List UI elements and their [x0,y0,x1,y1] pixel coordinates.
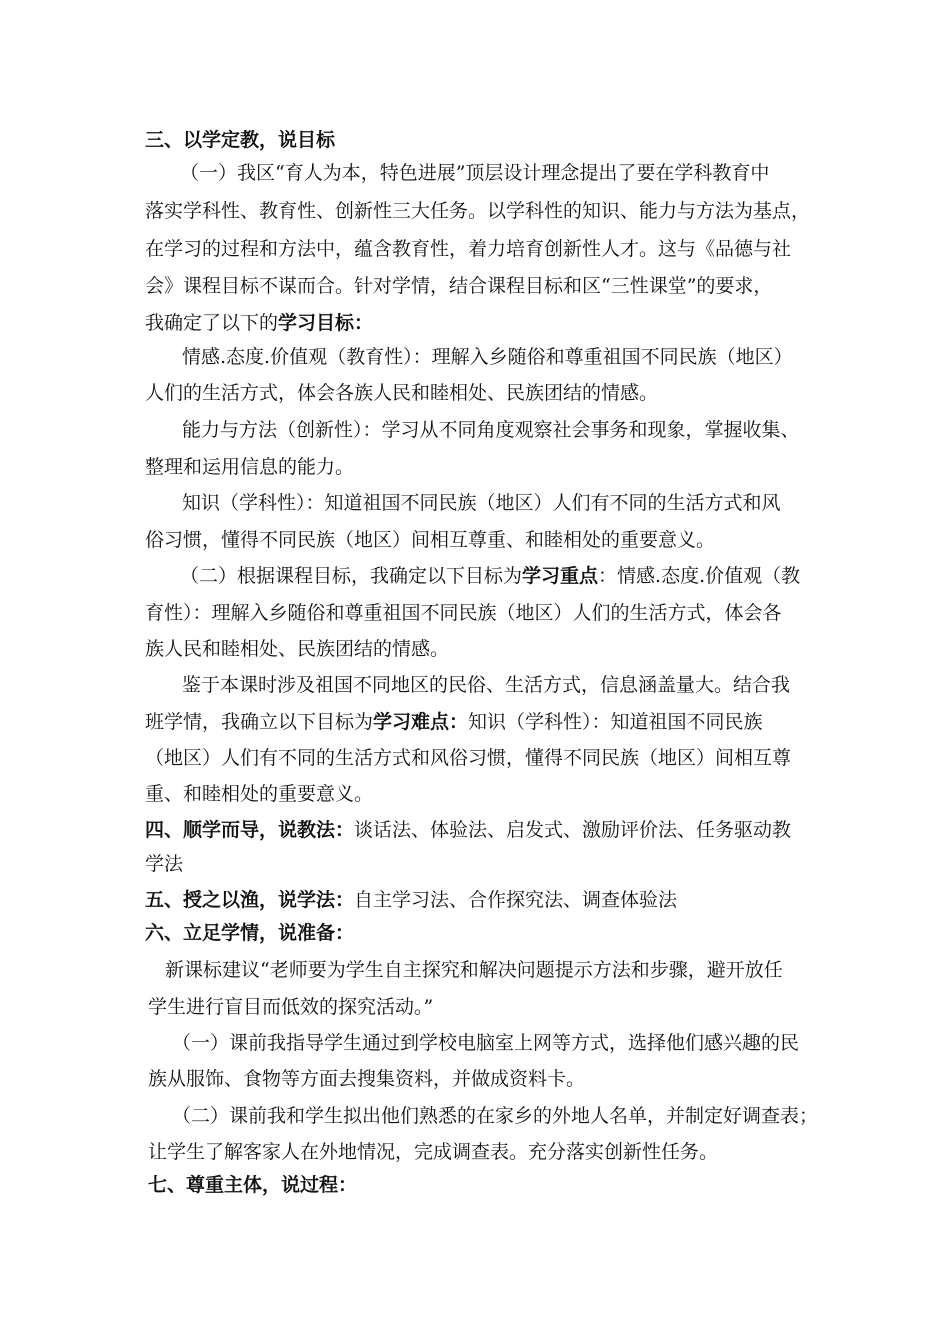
paragraph-line: 新课标建议“老师要为学生自主探究和解决问题提示方法和步骤，避开放任 [165,959,783,981]
paragraph-line: 鉴于本课时涉及祖国不同地区的民俗、生活方式，信息涵盖量大。结合我 [182,674,791,696]
paragraph-line: 会》课程目标不谋而合。针对学情，结合课程目标和区“三性课堂”的要求， [145,275,773,297]
paragraph-line: （一）课前我指导学生通过到学校电脑室上网等方式，选择他们感兴趣的民 [172,1032,800,1054]
paragraph-line: 族人民和睦相处、民族团结的情感。 [145,638,450,660]
paragraph-line: 育性）：理解入乡随俗和尊重祖国不同民族（地区）人们的生活方式，体会各 [145,602,782,624]
paragraph-line: 知识（学科性）：知道祖国不同民族（地区）人们有不同的生活方式和风 [182,492,781,514]
paragraph-text: 我确定了以下的 [145,312,279,334]
learning-goals-label: 学习目标： [278,312,374,334]
paragraph-line: 能力与方法（创新性）：学习从不同角度观察社会事务和现象，掌握收集、 [182,419,800,441]
paragraph-line: 情感.态度.价值观（教育性）：理解入乡随俗和尊重祖国不同民族（地区） [182,346,793,368]
section-heading-7: 七、尊重主体，说过程： [148,1174,358,1196]
paragraph-line: 人们的生活方式，体会各族人民和睦相处、民族团结的情感。 [145,382,659,404]
section-heading-6: 六、立足学情，说准备： [145,922,355,944]
section-heading-4-line [145,818,791,842]
paragraph-line: 落实学科性、教育性、创新性三大任务。以学科性的知识、能力与方法为基点， [145,200,811,222]
paragraph-line: （地区）人们有不同的生活方式和风俗习惯，懂得不同民族（地区）间相互尊 [145,747,792,769]
paragraph-line: 学生进行盲目而低效的探究活动。” [148,996,434,1018]
section-heading-4: 四、顺学而导，说教法： [145,819,355,841]
section-heading-5-line [145,888,677,912]
paragraph-line: 在学习的过程和方法中，蕴含教育性，着力培育创新性人才。这与《品德与社 [145,238,792,260]
paragraph-line: 学法 [145,853,184,875]
paragraph-line: 重、和睦相处的重要意义。 [145,783,374,805]
paragraph-text: ：情感.态度.价值观（教 [598,565,801,587]
paragraph-line: （二）课前我和学生拟出他们熟悉的在家乡的外地人名单，并制定好调查表； [172,1105,819,1127]
paragraph-text: 自主学习法、合作探究法、调查体验法 [354,889,678,911]
paragraph-text: 知识（学科性）：知道祖国不同民族 [468,711,763,733]
key-point-label: 学习重点 [522,565,599,587]
paragraph-line: 俗习惯，懂得不同民族（地区）间相互尊重、和睦相处的重要意义。 [145,529,716,551]
difficulty-label: 学习难点： [373,711,469,733]
paragraph-line: 让学生了解客家人在外地情况，完成调查表。充分落实创新性任务。 [148,1141,719,1163]
paragraph-text: 班学情，我确立以下目标为 [145,711,374,733]
paragraph-text: 谈话法、体验法、启发式、激励评价法、任务驱动教 [354,819,792,841]
paragraph-text: （二）根据课程目标，我确定以下目标为 [180,565,523,587]
paragraph-line: 整理和运用信息的能力。 [145,456,355,478]
paragraph-line: 族从服饰、食物等方面去搜集资料，并做成资料卡。 [148,1068,586,1090]
paragraph-line [180,564,800,588]
paragraph-line [145,710,763,734]
paragraph-line [145,311,373,335]
section-heading-5: 五、授之以渔，说学法： [145,889,355,911]
paragraph-line: （一）我区“育人为本，特色进展”顶层设计理念提出了要在学科教育中 [180,162,770,184]
section-heading-3: 三、以学定教，说目标 [145,129,336,151]
